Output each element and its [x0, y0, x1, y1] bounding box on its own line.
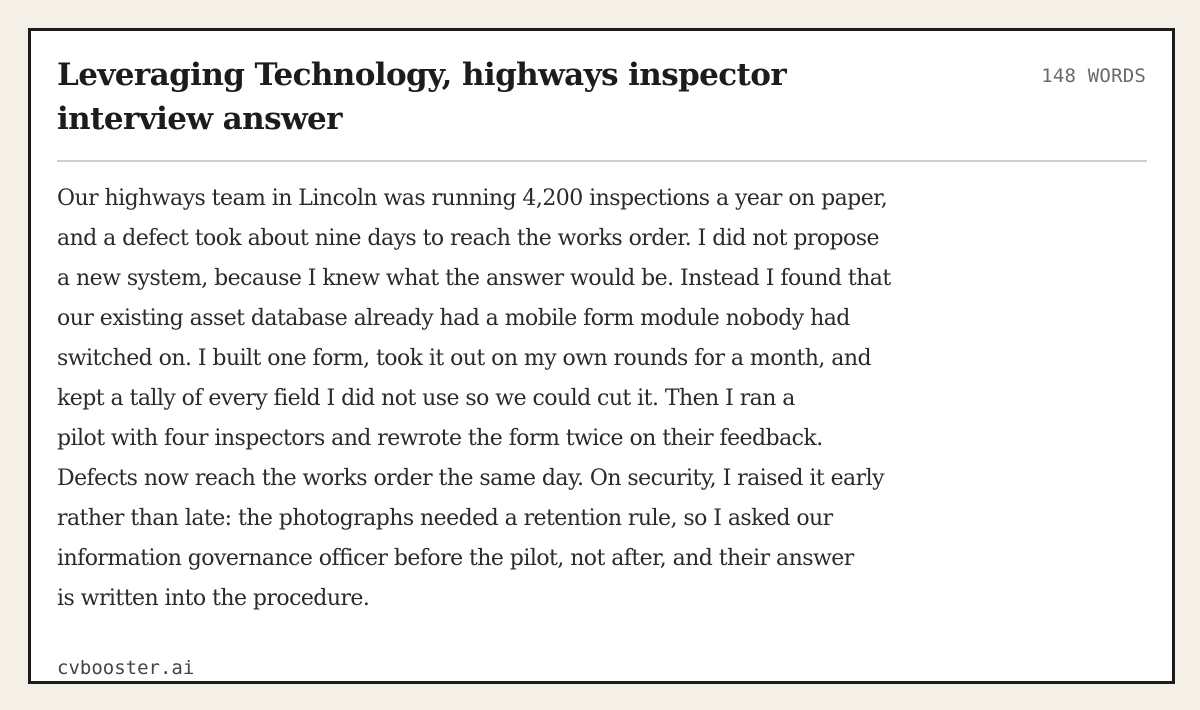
- body-line: is written into the procedure.: [57, 586, 370, 611]
- answer-body: [57, 179, 1037, 619]
- answer-card: [28, 28, 1175, 684]
- header-divider: [57, 160, 1147, 162]
- body-line: Our highways team in Lincoln was running 4,200 inspections a year on paper,: [57, 186, 888, 211]
- body-line: a new system, because I knew what the answer would be. Instead I found that: [57, 266, 891, 291]
- footer-brand: cvbooster.ai: [57, 657, 195, 679]
- body-line: Defects now reach the works order the same day. On security, I raised it early: [57, 466, 884, 491]
- body-line: kept a tally of every field I did not use so we could cut it. Then I ran a: [57, 386, 795, 411]
- body-line: rather than late: the photographs needed a retention rule, so I asked our: [57, 506, 833, 531]
- body-line: and a defect took about nine days to reach the works order. I did not propose: [57, 226, 879, 251]
- body-line: information governance officer before the pilot, not after, and their answer: [57, 546, 854, 571]
- card-title: Leveraging Technology, highways inspector interview answer: [57, 57, 787, 137]
- body-line: our existing asset database already had a mobile form module nobody had: [57, 306, 850, 331]
- body-line: pilot with four inspectors and rewrote the form twice on their feedback.: [57, 426, 823, 451]
- word-count-label: 148 WORDS: [1041, 65, 1146, 87]
- body-line: switched on. I built one form, took it out on my own rounds for a month, and: [57, 346, 872, 371]
